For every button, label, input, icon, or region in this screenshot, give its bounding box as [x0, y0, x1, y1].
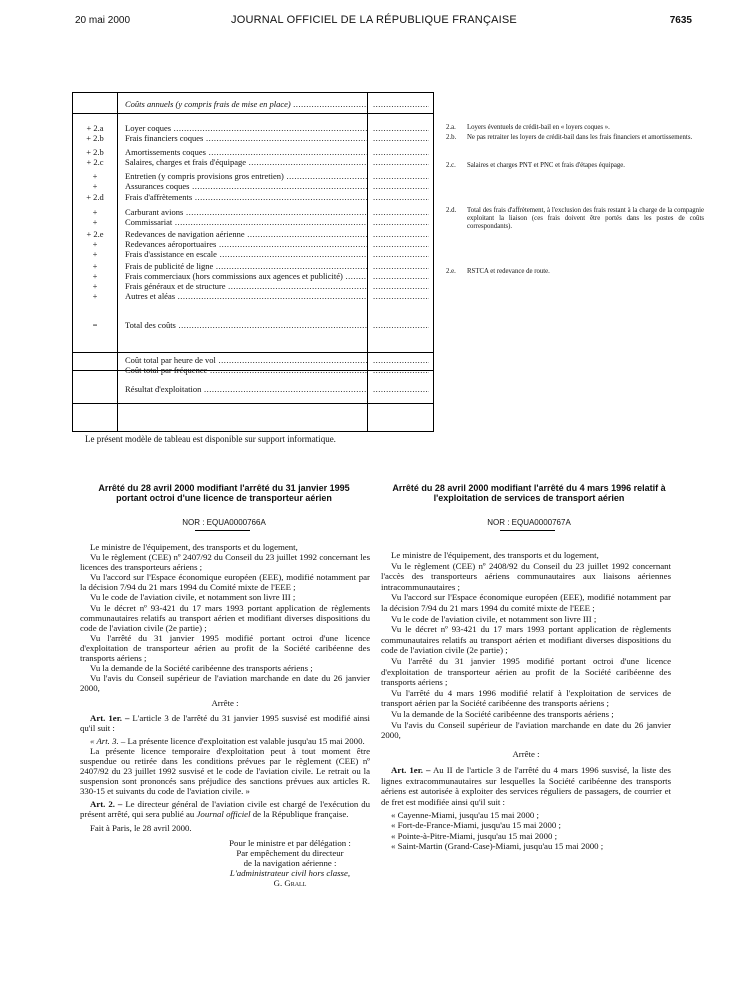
row-code: + [92, 207, 98, 217]
row-label: Frais financiers coques ..... [125, 133, 367, 143]
signature-block [210, 838, 370, 888]
paragraph: Vu l'arrêté du 4 mars 1996 modifié relatif à l'exploitation de services de transport aérien par la Société caribéenne des transports aériens ; [381, 687, 671, 709]
value-cell [373, 229, 429, 239]
article-head: Art. 1er. – [391, 765, 431, 776]
table-title: Coûts annuels (y compris frais de mise en place) ..... [125, 99, 367, 109]
value-cell [373, 271, 429, 281]
journal-ref: Journal officiel [196, 809, 251, 820]
row-code: + 2.d [86, 192, 104, 202]
header-date: 20 mai 2000 [75, 15, 131, 26]
row-label: Assurances coques ..... [125, 181, 367, 191]
paragraph: Vu le décret nº 93-421 du 17 mars 1993 portant application de règlements communautaires relatifs au transport aérien et modifiant diverses dispositions du code de l'aviation civile (2e partie) ; [80, 602, 370, 633]
row-code: + [92, 271, 98, 281]
signature-line: de la navigation aérienne : [243, 857, 337, 868]
signature-line: Pour le ministre et par délégation : [229, 837, 351, 848]
signatory-name: G. Grall [273, 877, 307, 888]
article-text: L'article 3 de l'arrêté du 31 janvier 1995 susvisé est modifié ainsi qu'il suit : [80, 712, 370, 733]
table-divider [73, 403, 433, 404]
row-label: Frais généraux et de structure ..... [125, 281, 367, 291]
value-cell [373, 217, 429, 227]
paragraph: Le ministre de l'équipement, des transports et du logement, [90, 542, 298, 552]
note-text: RSTCA et redevance de route. [467, 268, 550, 275]
row-code: + 2.b [86, 147, 104, 157]
table-note [446, 162, 704, 170]
signature-line: Par empêchement du directeur [236, 847, 344, 858]
signature-line: L'administrateur civil hors classe, [229, 867, 351, 878]
left-decree-body [80, 542, 370, 888]
article [80, 736, 370, 746]
value-cell [373, 181, 429, 191]
value-cell [373, 355, 429, 365]
fait-line: Fait à Paris, le 28 avril 2000. [90, 823, 192, 834]
table-divider [73, 113, 433, 114]
row-label: Coût total par heure de vol ..... [125, 355, 367, 365]
route-item: « Cayenne-Miami, jusqu'au 15 mai 2000 ; [391, 809, 539, 820]
row-code: + 2.e [86, 229, 104, 239]
row-label: Frais d'affrètements ..... [125, 192, 367, 202]
paragraph: Vu la demande de la Société caribéenne des transports aériens ; [90, 663, 313, 674]
paragraph: Vu le code de l'aviation civile, et notamment son livre III ; [90, 592, 296, 603]
paragraph: Vu le code de l'aviation civile, et notamment son livre III ; [391, 613, 597, 624]
row-code: + [92, 291, 98, 301]
divider [500, 530, 555, 531]
article-head: « Art. 3. – [90, 735, 126, 746]
paragraph: Vu l'accord sur l'Espace économique européen (EEE), modifié notamment par la décision 7/94 du 21 mars 1994 du Comité mixte de l'EEE ; [80, 572, 370, 593]
article-text: de la République française. [252, 809, 349, 820]
note-key: 2.c. [446, 162, 456, 169]
value-cell [373, 261, 429, 271]
row-label: Loyer coques ..... [125, 123, 367, 133]
paragraph: Vu l'arrêté du 31 janvier 1995 modifié portant octroi d'une licence d'exploitation de transporteur aérien au profit de la Société caribéenne des transports aériens ; [381, 655, 671, 688]
row-label: Autres et aléas ..... [125, 291, 367, 301]
value-cell [373, 281, 429, 291]
right-decree-body [381, 550, 671, 852]
left-decree-title: Arrêté du 28 avril 2000 modifiant l'arrêté du 31 janvier 1995 portant octroi d'une licence de transporteur aérien [98, 483, 350, 503]
journal-title: JOURNAL OFFICIEL DE LA RÉPUBLIQUE FRANÇAISE [231, 14, 517, 26]
value-cell [373, 365, 429, 375]
row-label: Frais d'assistance en escale ..... [125, 249, 367, 259]
value-cell [373, 99, 429, 109]
route-item: « Saint-Martin (Grand-Case)-Miami, jusqu'au 15 mai 2000 ; [391, 841, 604, 852]
left-decree-nor: NOR : EQUA0000766A [182, 518, 266, 527]
row-label: Résultat d'exploitation ..... [125, 384, 367, 394]
article-text: Au II de l'article 3 de l'arrêté du 4 mars 1996 susvisé, la liste des lignes extracommunautaires sur lesquelles la Société caribéenne des transports aériens est autorisée à exploiter des services réguliers de passagers, de courrier et de fret est modifiée ainsi qu'il suit : [381, 765, 671, 808]
row-code: + [92, 181, 98, 191]
arrete-heading: Arrête : [512, 748, 540, 759]
table-divider [367, 93, 368, 431]
value-cell [373, 171, 429, 181]
row-code: + 2.c [86, 157, 104, 167]
article [80, 799, 370, 819]
arrete-heading: Arrête : [211, 698, 239, 709]
value-cell [373, 384, 429, 394]
paragraph: Vu le décret nº 93-421 du 17 mars 1993 portant application de règlements communautaires relatifs au transport aérien et modifiant diverses dispositions du code de l'aviation civile (2e partie) ; [381, 624, 671, 656]
article-head: Art. 1er. – [90, 712, 130, 723]
row-code: + [92, 171, 98, 181]
route-item: « Pointe-à-Pitre-Miami, jusqu'au 15 mai 2000 ; [391, 830, 558, 841]
right-decree-title: Arrêté du 28 avril 2000 modifiant l'arrêté du 4 mars 1996 relatif à l'exploitation de services de transport aérien [392, 483, 666, 503]
paragraph: Le ministre de l'équipement, des transports et du logement, [391, 550, 599, 560]
row-label: Frais commerciaux (hors commissions aux agences et publicité) ..... [125, 271, 367, 281]
row-code: + 2.a [86, 123, 104, 133]
row-code: = [92, 320, 98, 330]
row-code: + 2.b [86, 133, 104, 143]
divider [195, 530, 250, 531]
informatique-note: Le présent modèle de tableau est disponible sur support informatique. [85, 434, 336, 444]
row-label: Total des coûts ..... [125, 320, 367, 330]
row-label: Amortissements coques ..... [125, 147, 367, 157]
row-label: Redevances de navigation aérienne ..... [125, 229, 367, 239]
row-label: Commissariat ..... [125, 217, 367, 227]
article-text: Le directeur général de l'aviation civile est chargé de l'exécution du présent arrêté, qui sera publié au [80, 799, 371, 820]
article-text: La présente licence d'exploitation est valable jusqu'au 15 mai 2000. [127, 735, 365, 746]
article-head: Art. 2. – [90, 799, 123, 810]
row-label: Redevances aéroportuaires ..... [125, 239, 367, 249]
value-cell [373, 123, 429, 133]
value-cell [373, 239, 429, 249]
value-cell [373, 157, 429, 167]
note-text: Ne pas retraiter les loyers de crédit-bail dans les frais financiers et amortissements. [467, 134, 693, 141]
row-code: + [92, 239, 98, 249]
paragraph: Vu le règlement (CEE) nº 2408/92 du Conseil du 23 juillet 1992 concernant l'accès des transporteurs aériens communautaires aux liaisons aériennes intracommunautaires ; [381, 560, 671, 592]
row-code: + [92, 261, 98, 271]
paragraph: Vu le règlement (CEE) nº 2407/92 du Conseil du 23 juillet 1992 concernant les licences des transporteurs aériens ; [80, 552, 370, 573]
value-cell [373, 249, 429, 259]
paragraph: Vu l'accord sur l'Espace économique européen (EEE), modifié notamment par la décision 7/94 du 21 mars 1994 du comité mixte de l'EEE ; [381, 592, 671, 613]
paragraph: Vu l'avis du Conseil supérieur de l'aviation marchande en date du 26 janvier 2000, [381, 719, 671, 741]
row-label: Salaires, charges et frais d'équipage ..... [125, 157, 367, 167]
table-divider [73, 352, 433, 353]
row-label: Frais de publicité de ligne ..... [125, 261, 367, 271]
row-code: + [92, 249, 98, 259]
paragraph: Vu l'avis du Conseil supérieur de l'aviation marchande en date du 26 janvier 2000, [80, 673, 370, 694]
route-item: « Fort-de-France-Miami, jusqu'au 15 mai 2000 ; [391, 820, 561, 831]
row-code: + [92, 281, 98, 291]
value-cell [373, 291, 429, 301]
table-note [446, 268, 704, 276]
table-note [446, 124, 704, 132]
table-note [446, 207, 704, 231]
note-text: Loyers éventuels de crédit-bail en « loyers coques ». [467, 124, 610, 131]
value-cell [373, 147, 429, 157]
note-key: 2.d. [446, 207, 457, 214]
paragraph: La présente licence temporaire d'exploitation peut à tout moment être suspendue ou retirée dans les conditions prévues par le règlement (CEE) nº 2407/92 du 23 juillet 1992 susvisé et le code de l'aviation civile. Le retrait ou la suspension sont prononcés sans préjudice des sanctions prévues aux articles R. 330-15 et suivants du code de l'aviation civile. » [80, 745, 370, 797]
value-cell [373, 192, 429, 202]
value-cell [373, 320, 429, 330]
cost-table [72, 92, 434, 432]
row-code: + [92, 217, 98, 227]
page-number: 7635 [669, 15, 692, 26]
row-label: Carburant avions ..... [125, 207, 367, 217]
row-label: Coût total par fréquence ..... [125, 365, 367, 375]
value-cell [373, 133, 429, 143]
note-key: 2.a. [446, 124, 456, 131]
article [381, 765, 671, 807]
paragraph: Vu l'arrêté du 31 janvier 1995 modifié portant octroi d'une licence d'exploitation de transporteur aérien au profit de la Société caribéenne des transports aériens ; [80, 632, 370, 664]
table-note [446, 134, 704, 142]
note-text: Salaires et charges PNT et PNC et frais d'étapes équipage. [467, 162, 626, 169]
note-text: Total des frais d'affrètement, à l'exclusion des frais restant à la charge de la compagnie exploitant la liaison (ces frais doivent être portés dans les postes de coûts correspondants). [467, 207, 704, 230]
note-key: 2.e. [446, 268, 456, 275]
row-label: Entretien (y compris provisions gros entretien) ..... [125, 171, 367, 181]
paragraph: Vu la demande de la Société caribéenne des transports aériens ; [391, 708, 614, 719]
table-divider [117, 93, 118, 431]
right-decree-nor: NOR : EQUA0000767A [487, 518, 571, 527]
note-key: 2.b. [446, 134, 457, 141]
article [80, 713, 370, 733]
value-cell [373, 207, 429, 217]
